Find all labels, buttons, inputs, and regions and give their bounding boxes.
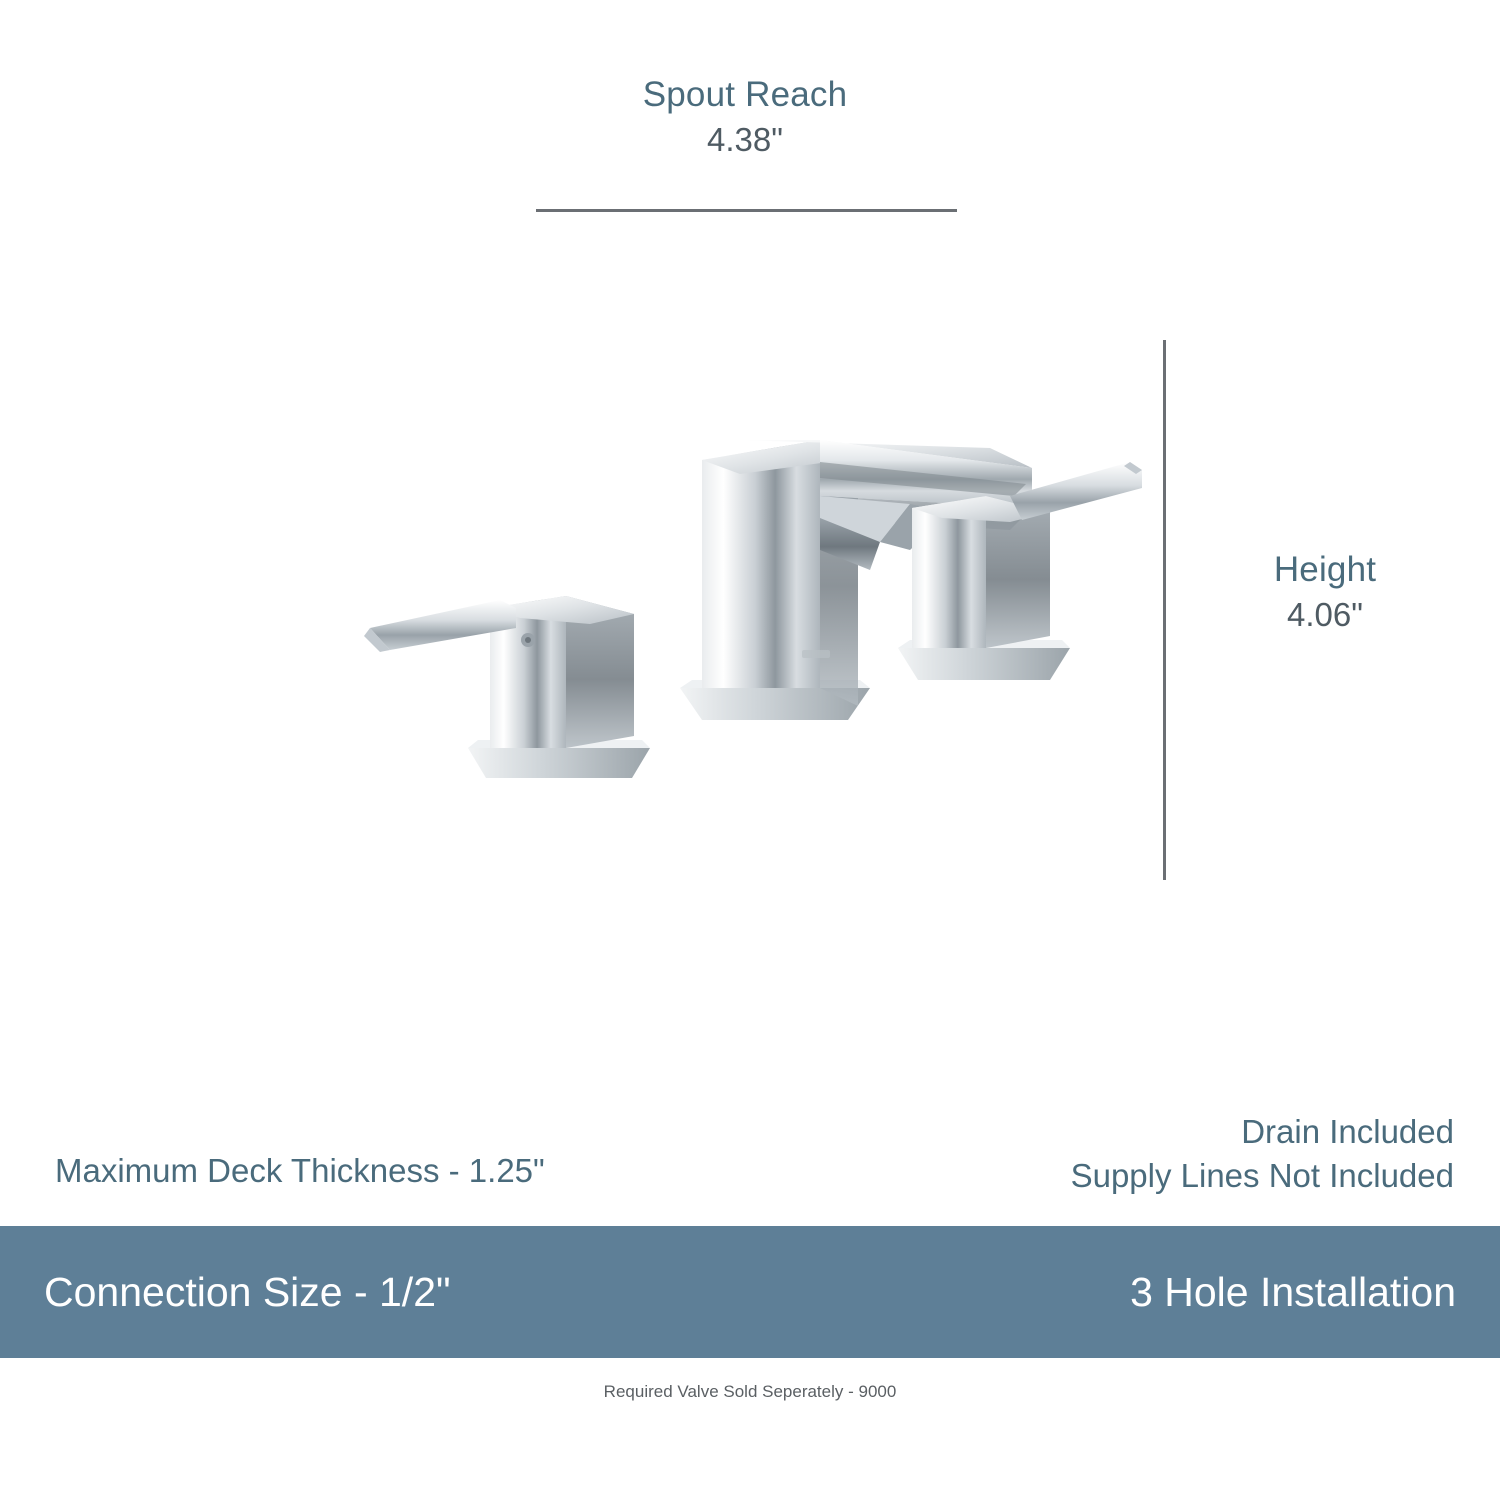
valve-required-note: Required Valve Sold Seperately - 9000 xyxy=(603,1382,897,1401)
height-label: Height xyxy=(1273,550,1377,589)
max-deck-thickness-label: Maximum Deck Thickness - 1.25" xyxy=(55,1152,545,1189)
supply-lines-note: Supply Lines Not Included xyxy=(1070,1156,1454,1194)
height-dimension xyxy=(1185,550,1465,640)
spout-reach-dimension-line xyxy=(536,209,957,212)
spec-summary-bar xyxy=(0,1226,1500,1358)
connection-size-label: Connection Size - 1/2" xyxy=(44,1268,451,1315)
spout-reach-value: 4.38" xyxy=(707,121,783,159)
left-handle xyxy=(364,596,650,778)
drain-included-note: Drain Included xyxy=(1241,1113,1454,1150)
spout-reach-dimension xyxy=(530,75,960,165)
spout-reach-label: Spout Reach xyxy=(642,75,848,114)
faucet-illustration xyxy=(350,400,1150,820)
height-dimension-line xyxy=(1163,340,1166,880)
inclusion-notes xyxy=(1071,1110,1454,1197)
height-value: 4.06" xyxy=(1287,596,1363,634)
hole-installation-label: 3 Hole Installation xyxy=(1130,1268,1456,1315)
